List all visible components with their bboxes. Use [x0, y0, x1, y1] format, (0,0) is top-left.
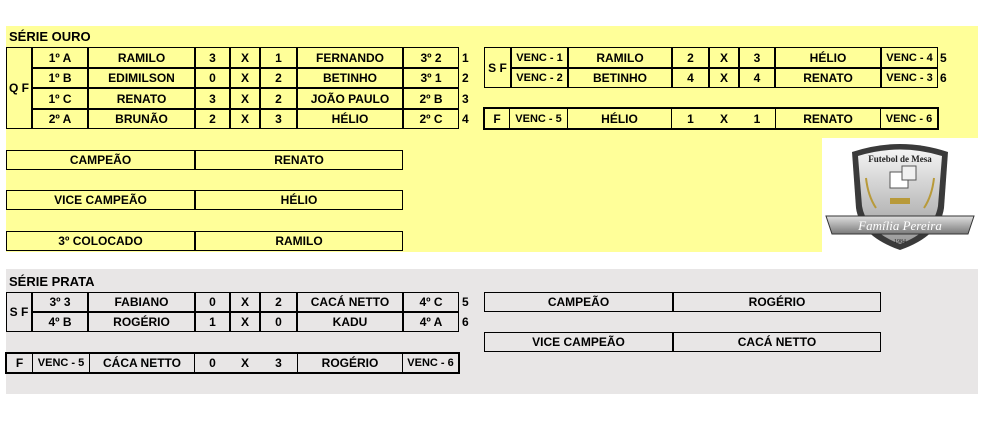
qf-label: Q F [6, 47, 32, 129]
score-b: 1 [753, 111, 761, 126]
seed-a: VENC - 5 [32, 354, 90, 372]
vs: X [240, 356, 249, 370]
team-a: BRUNÃO [88, 109, 195, 129]
score-b: 2 [260, 88, 297, 109]
seed-a: 1º A [32, 47, 88, 68]
seed-a: 1º C [32, 88, 88, 109]
podium-name: RAMILO [195, 231, 403, 251]
vs: X [230, 109, 260, 129]
team-b: JOÃO PAULO [297, 88, 403, 109]
seed-a: VENC - 2 [511, 68, 568, 88]
score-a: 0 [195, 68, 230, 88]
score-a: 2 [195, 109, 230, 129]
shield-logo-icon [822, 138, 978, 252]
match-number: 5 [940, 50, 947, 65]
seed-b: VENC - 6 [885, 112, 933, 125]
team-a: ROGÉRIO [88, 312, 195, 332]
vs: X [230, 47, 260, 68]
seed-a: 2º A [32, 109, 88, 129]
team-b: HÉLIO [775, 47, 881, 68]
score-a: 3 [195, 88, 230, 109]
vs: X [719, 111, 728, 126]
match-number: 4 [462, 112, 469, 126]
team-b: RENATO [775, 68, 881, 88]
team-a: HÉLIO [568, 109, 672, 128]
score-b: 3 [260, 109, 297, 129]
vs: X [709, 68, 739, 88]
seed-b: VENC - 3 [881, 68, 938, 88]
vs: X [230, 292, 260, 312]
sf-label: S F [6, 292, 32, 332]
score-a: 0 [209, 356, 216, 370]
team-b: RENATO [775, 109, 881, 128]
seed-a: 4º B [32, 312, 88, 332]
podium-name: HÉLIO [195, 190, 403, 210]
match-number: 1 [462, 50, 469, 65]
podium-label: CAMPEÃO [484, 292, 673, 312]
team-a: BETINHO [568, 68, 672, 88]
seed-b: 3º 2 [403, 47, 459, 68]
podium-name: CACÁ NETTO [673, 332, 881, 352]
team-a: CÁCA NETTO [90, 354, 195, 372]
podium-name: RENATO [195, 150, 403, 170]
final-label: F [493, 111, 501, 126]
score-b: 0 [260, 312, 297, 332]
seed-a: 1º B [32, 68, 88, 88]
vs: X [230, 68, 260, 88]
team-b: FERNANDO [297, 47, 403, 68]
score-a: 1 [195, 312, 230, 332]
score-b: 4 [739, 68, 775, 88]
vs: X [230, 88, 260, 109]
seed-b: 4º A [403, 312, 459, 332]
match-number: 6 [462, 315, 469, 329]
podium-label: 3º COLOCADO [6, 231, 195, 251]
score-b: 3 [739, 47, 775, 68]
team-b: ROGÉRIO [297, 354, 403, 372]
podium-name: ROGÉRIO [673, 292, 881, 312]
team-b: CACÁ NETTO [297, 292, 403, 312]
sf-label: S F [484, 47, 511, 88]
podium-label: CAMPEÃO [6, 150, 195, 170]
score-a: 0 [195, 292, 230, 312]
score-b: 1 [260, 47, 297, 68]
seed-b: VENC - 6 [407, 357, 454, 369]
team-a: RAMILO [88, 47, 195, 68]
serie-ouro-title: SÉRIE OURO [9, 29, 91, 44]
team-b: KADU [297, 312, 403, 332]
match-number: 6 [940, 71, 947, 85]
seed-b: 4º C [403, 292, 459, 312]
score-a: 1 [687, 111, 694, 126]
seed-a: VENC - 5 [509, 109, 568, 128]
team-a: RAMILO [568, 47, 672, 68]
team-b: BETINHO [297, 68, 403, 88]
serie-prata-title: SÉRIE PRATA [9, 274, 95, 289]
logo-year: 1984 [894, 239, 906, 245]
vs: X [709, 47, 739, 68]
club-logo [822, 138, 978, 252]
seed-b: VENC - 4 [881, 47, 938, 68]
logo-ribbon-text: Família Pereira [858, 218, 942, 233]
seed-a: VENC - 1 [511, 47, 568, 68]
seed-b: 2º B [403, 88, 459, 109]
score-b: 3 [275, 356, 282, 370]
final-label: F [15, 356, 24, 370]
logo-top-text: Futebol de Mesa [868, 154, 932, 164]
match-number: 2 [462, 71, 469, 85]
match-number: 5 [462, 295, 469, 309]
score-b: 2 [260, 68, 297, 88]
podium-label: VICE CAMPEÃO [6, 190, 195, 210]
team-a: FABIANO [88, 292, 195, 312]
team-a: EDIMILSON [88, 68, 195, 88]
seed-a: 3º 3 [32, 292, 88, 312]
team-a: RENATO [88, 88, 195, 109]
score-a: 3 [195, 47, 230, 68]
seed-b: 3º 1 [403, 68, 459, 88]
score-a: 4 [672, 68, 709, 88]
match-number: 3 [462, 91, 469, 106]
podium-label: VICE CAMPEÃO [484, 332, 673, 352]
vs: X [230, 312, 260, 332]
score-b: 2 [260, 292, 297, 312]
score-a: 2 [672, 47, 709, 68]
seed-b: 2º C [403, 109, 459, 129]
team-b: HÉLIO [297, 109, 403, 129]
